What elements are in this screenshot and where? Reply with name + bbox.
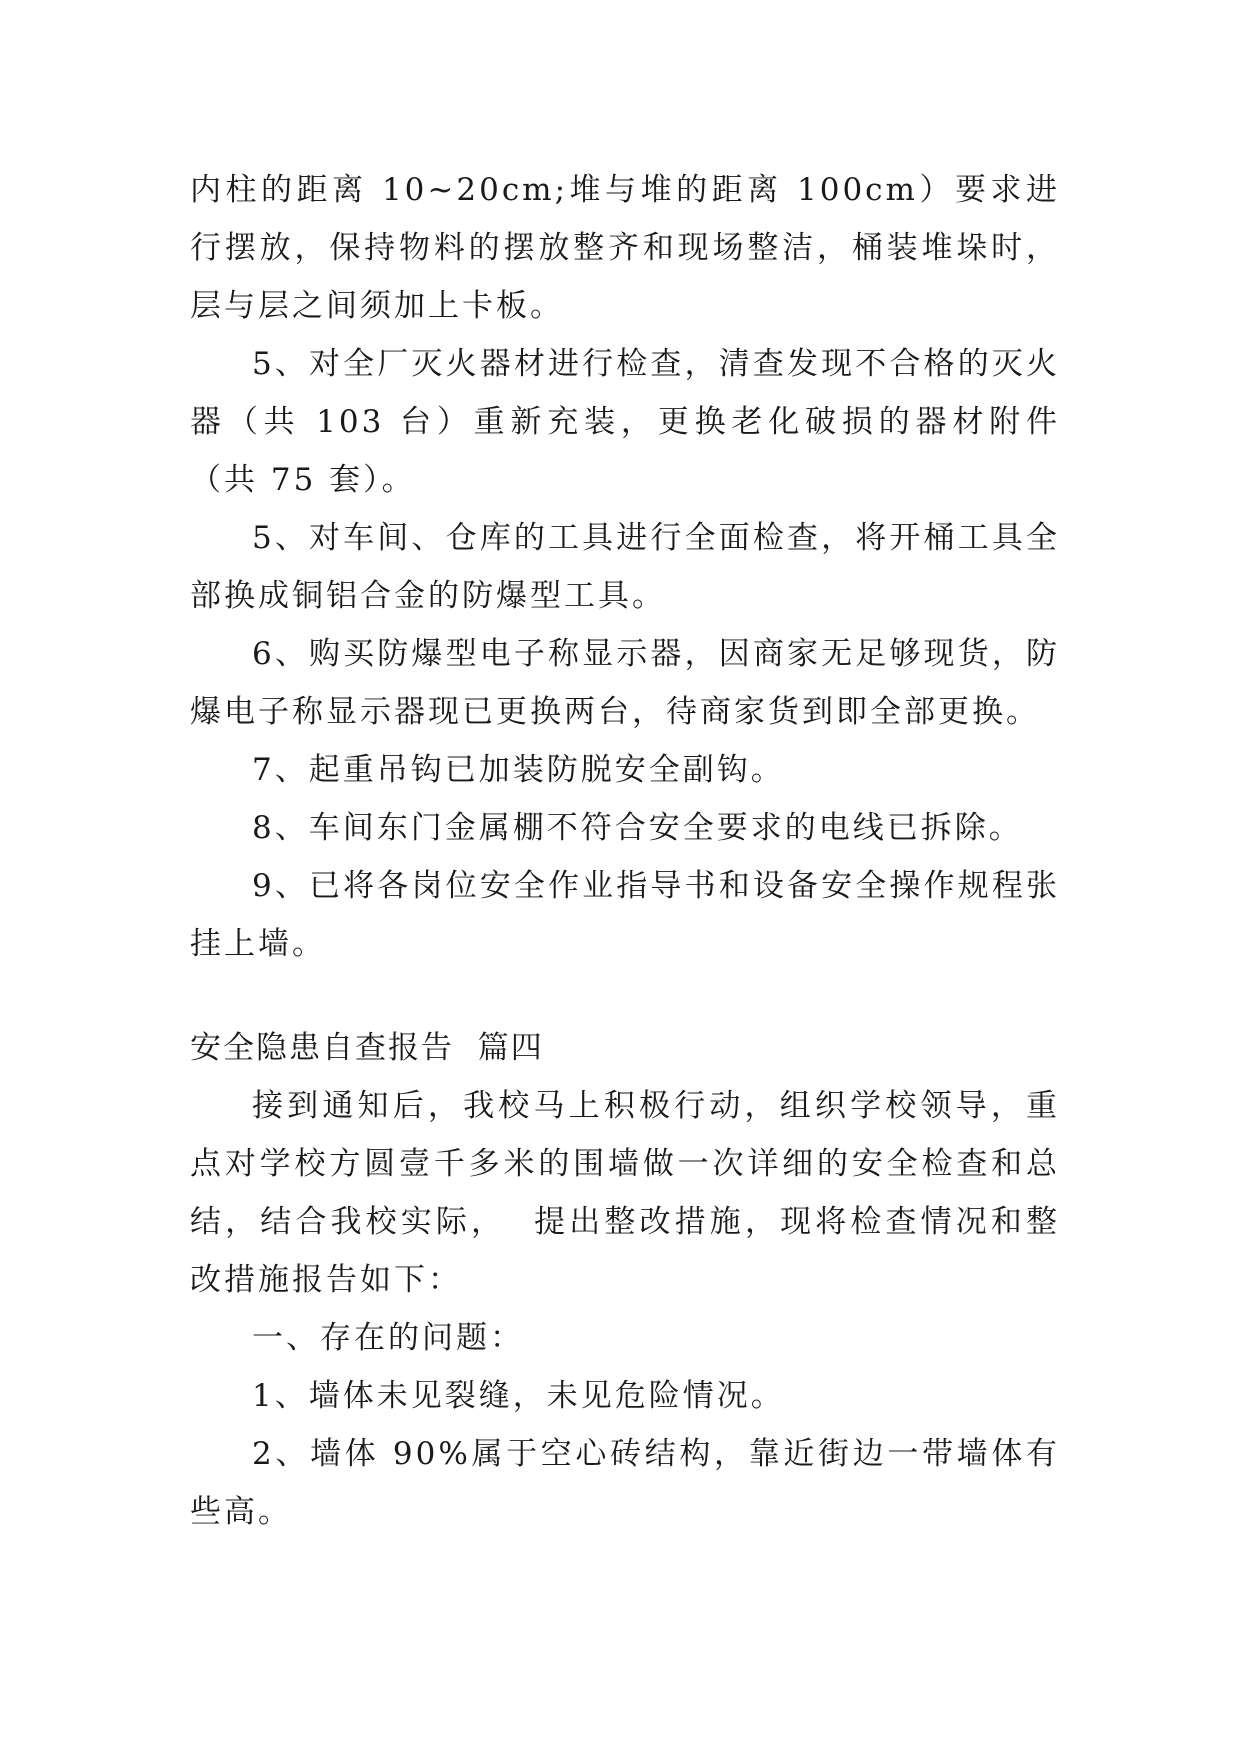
paragraph-item-fire-extinguishers: 5、对全厂灭火器材进行检查，清查发现不合格的灭火器（共 103 台）重新充装，更换老化破损的器材附件（共 75 套）。 bbox=[190, 346, 1060, 498]
paragraph-item-crane-hook: 7、起重吊钩已加装防脱安全副钩。 bbox=[252, 752, 785, 788]
paragraph-item-wires: 8、车间东门金属棚不符合安全要求的电线已拆除。 bbox=[252, 810, 1023, 846]
paragraph-problem-2: 2、墙体 90%属于空心砖结构，靠近街边一带墙体有些高。 bbox=[190, 1436, 1060, 1530]
paragraph-item-scale-display: 6、购买防爆型电子称显示器，因商家无足够现货，防爆电子称显示器现已更换两台，待商家货到即全部更换。 bbox=[190, 636, 1060, 730]
paragraph-continued: 内柱的距离 10~20cm;堆与堆的距离 100cm）要求进行摆放，保持物料的摆放整齐和现场整洁，桶装堆垛时，层与层之间须加上卡板。 bbox=[190, 172, 1060, 324]
paragraph-problems-heading: 一、存在的问题： bbox=[252, 1320, 524, 1356]
section-a-body bbox=[190, 161, 1060, 973]
section-heading: 安全隐患自查报告 篇四 bbox=[190, 1030, 544, 1066]
paragraph-item-tools: 5、对车间、仓库的工具进行全面检查，将开桶工具全部换成铜铝合金的防爆型工具。 bbox=[190, 520, 1060, 614]
paragraph-item-instructions: 9、已将各岗位安全作业指导书和设备安全操作规程张挂上墙。 bbox=[190, 868, 1060, 962]
paragraph-intro: 接到通知后，我校马上积极行动，组织学校领导，重点对学校方圆壹千多米的围墙做一次详细的安全检查和总结，结合我校实际， 提出整改措施，现将检查情况和整改措施报告如下： bbox=[190, 1088, 1060, 1298]
paragraph-problem-1: 1、墙体未见裂缝，未见危险情况。 bbox=[252, 1378, 785, 1414]
section-b-body bbox=[190, 1019, 1060, 1541]
